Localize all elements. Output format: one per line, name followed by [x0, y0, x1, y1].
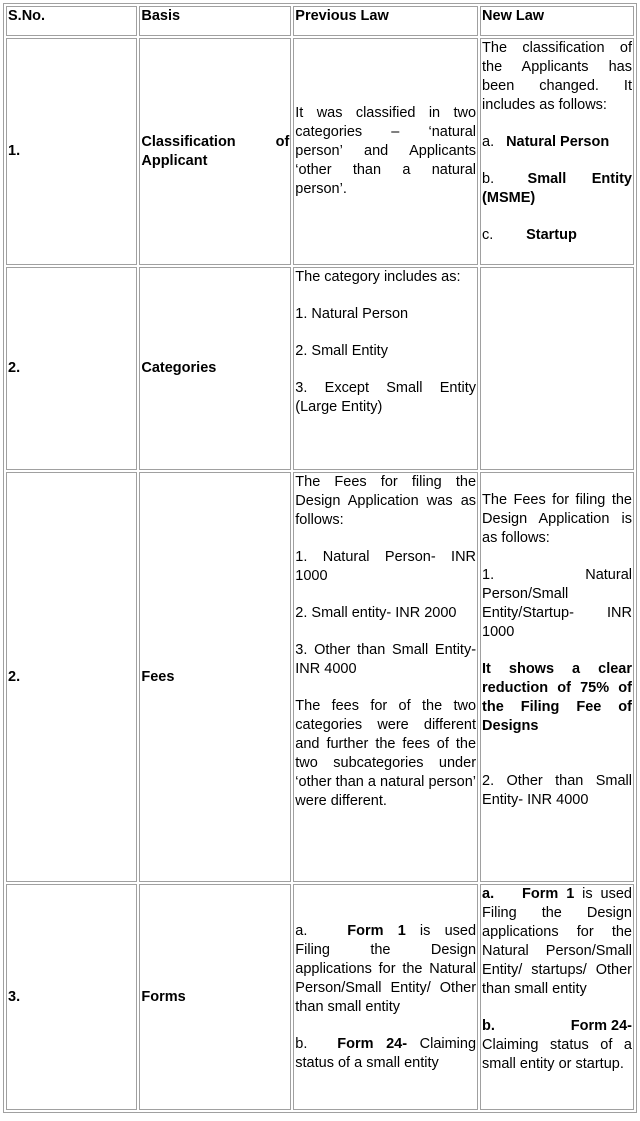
row-sno: 2. — [6, 267, 137, 470]
new-law-highlight: It shows a clear reduction of 75% of the Filing Fee of Designs — [482, 661, 632, 734]
header-new-law: New Law — [480, 6, 634, 36]
list-label: Startup — [526, 227, 577, 243]
table-row — [6, 267, 634, 470]
previous-law-cell — [293, 38, 478, 265]
previous-law-text: It was classified in two categories – ‘natural person’ and Applicants ‘other than a natural person’. — [295, 105, 477, 197]
list-marker: a. — [295, 922, 308, 939]
list-label: Small Entity (MSME) — [482, 171, 632, 206]
previous-law-cell — [293, 884, 478, 1110]
table-row — [6, 38, 634, 265]
header-basis: Basis — [139, 6, 291, 36]
list-item: 2. Small entity- INR 2000 — [295, 605, 457, 621]
new-law-intro: The classification of the Applicants has been changed. It includes as follows: — [482, 40, 632, 113]
form-name: Form 1 — [347, 922, 406, 939]
table-row — [6, 472, 634, 882]
row-sno: 2. — [6, 472, 137, 882]
new-law-cell — [480, 267, 634, 470]
previous-law-note: The fees for of the two categories were different and further the fees of the two subcategories under ‘other than a natural person’ were different. — [295, 698, 477, 809]
list-item: 2. Other than Small Entity- INR 4000 — [482, 773, 632, 808]
form-description: is used Filing the Design applications for the Natural Person/Small Entity/ startups/ Other than small entity — [482, 886, 632, 997]
list-item: 3. Other than Small Entity- INR 4000 — [295, 642, 477, 677]
law-comparison-table — [3, 3, 637, 1113]
list-item — [482, 226, 632, 245]
header-sno: S.No. — [6, 6, 137, 36]
list-item: 1. Natural Person — [295, 306, 409, 322]
row-basis: Fees — [139, 472, 291, 882]
form-description: Claiming status of a small entity or startup. — [482, 1037, 632, 1072]
form-description: Claiming status of a small entity — [295, 1035, 477, 1071]
row-sno: 3. — [6, 884, 137, 1110]
list-label: Natural Person — [506, 134, 610, 150]
form-name: Form 24- — [337, 1035, 408, 1052]
list-item: 2. Small Entity — [295, 343, 388, 359]
header-row — [6, 6, 634, 36]
form-item — [482, 1017, 632, 1074]
form-item — [482, 885, 632, 999]
list-item: 1. Natural Person- INR 1000 — [295, 549, 477, 584]
list-marker: b. — [295, 1035, 308, 1052]
row-basis: Classification of Applicant — [139, 38, 291, 265]
previous-law-intro: The category includes as: — [295, 269, 461, 285]
previous-law-cell — [293, 267, 478, 470]
list-marker: a. — [482, 134, 495, 150]
list-marker: a. — [482, 886, 495, 902]
new-law-cell — [480, 38, 634, 265]
new-law-intro: The Fees for filing the Design Application is as follows: — [482, 492, 632, 546]
form-description: is used Filing the Design applications for the Natural Person/Small Entity/ Other than small entity — [295, 922, 477, 1015]
row-basis: Categories — [139, 267, 291, 470]
new-law-cell — [480, 884, 634, 1110]
row-basis: Forms — [139, 884, 291, 1110]
list-item: 3. Except Small Entity (Large Entity) — [295, 380, 477, 415]
header-previous-law: Previous Law — [293, 6, 478, 36]
new-law-cell — [480, 472, 634, 882]
list-item — [482, 133, 632, 152]
form-item — [295, 1035, 476, 1073]
row-sno: 1. — [6, 38, 137, 265]
previous-law-intro: The Fees for filing the Design Application was as follows: — [295, 474, 477, 528]
form-item — [295, 922, 476, 1017]
list-item: 1. Natural Person/Small Entity/Startup- INR 1000 — [482, 567, 632, 640]
list-marker: b. — [482, 1018, 495, 1034]
form-name: Form 1 — [522, 886, 575, 902]
list-marker: c. — [482, 227, 494, 243]
list-item — [482, 170, 632, 208]
table-row — [6, 884, 634, 1110]
previous-law-cell — [293, 472, 478, 882]
form-name: Form 24- — [570, 1018, 632, 1034]
list-marker: b. — [482, 171, 495, 187]
